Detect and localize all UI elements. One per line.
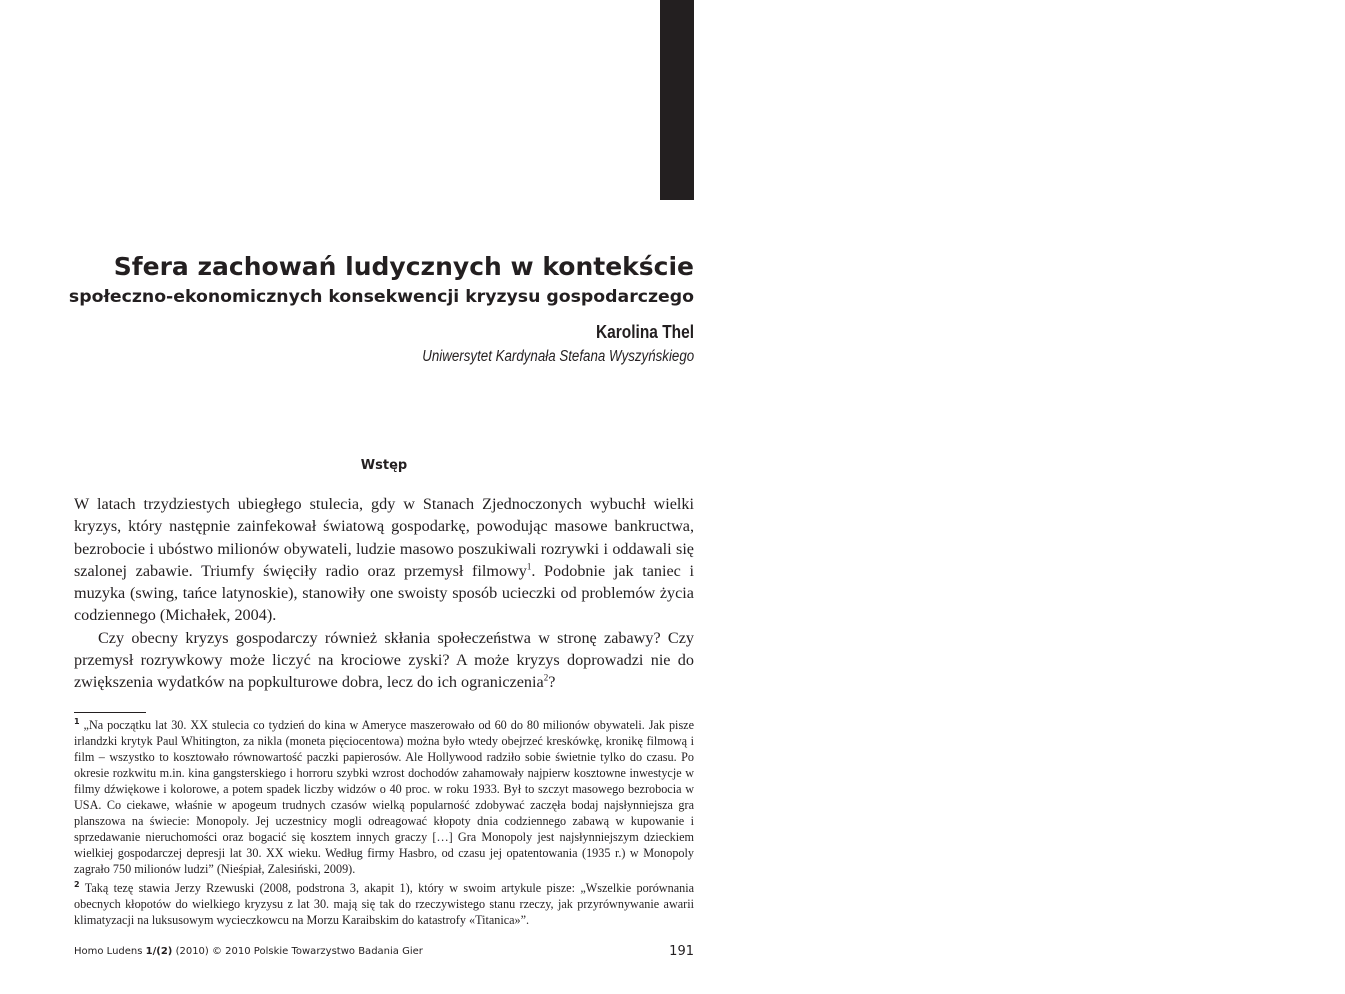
footer-copyright: (2010) © 2010 Polskie Towarzystwo Badania Gier: [175, 946, 423, 957]
author-name: Karolina Thel: [595, 322, 694, 342]
footnote: [74, 717, 694, 877]
footer-journal: Homo Ludens: [74, 946, 143, 957]
page-number: 191: [669, 944, 694, 959]
paragraph: Czy obecny kryzys gospodarczy również skłania społeczeństwa w stronę zabawy? Czy przemysł rozrywkowy może liczyć na krociowe zyski? A może kryzys doprowadzi nie do zwiększenia wydatków na popkulturowe dobra, lecz do ich ograniczenia$^2$?: [74, 628, 694, 692]
footer-issue: 1/(2): [145, 946, 173, 957]
article-subtitle: społeczno-ekonomicznych konsekwencji kryzysu gospodarczego: [68, 287, 694, 307]
footnote: [74, 880, 694, 928]
footnotes: [74, 717, 694, 931]
body-text: [74, 493, 694, 694]
footnote-divider: [74, 712, 146, 713]
footnote-number: 2: [74, 879, 80, 889]
footnote-text: „Na początku lat 30. XX stulecia co tydzień do kina w Ameryce maszerowało od 60 do 80 milionów obywateli. Jak pisze irlandzki krytyk Paul Whitington, za nikla (moneta pięciocentowa) można było wtedy obejrzeć kreskówkę, kronikę filmową i film – wszystko to kosztowało równowartość paczki papierosów. Ale Hollywood radziło sobie świetnie tylko do czasu. Po okresie rozkwitu m.in. kina gangsterskiego i horroru szybki wzrost dochodów zahamowały najpierw kosztowne inwestycje w filmy dźwiękowe i kolorowe, a potem spadek liczby widzów o 40 proc. w roku 1933. Był to szczyt masowego bezrobocia w USA. Co ciekawe, właśnie w apogeum trudnych czasów wielką popularność zdobywać zaczęła bodaj najsłynniejsza gra planszowa na świecie: Monopoly. Jej uczestnicy mogli odreagować kłopoty dnia codziennego zabawą w kupowanie i sprzedawanie nieruchomości oraz bogacić się kosztem innych graczy […] Gra Monopoly jest najsłynniejszym dzieckiem wielkiej gospodarczej depresji lat 30. XX wieku. Według firmy Hasbro, od czasu jej opatentowania (1935 r.) w Monopoly zagrało 750 milionów ludzi” (Nieśpiał, Zalesiński, 2009).: [74, 718, 694, 876]
journal-side-tab: [660, 0, 1345, 200]
paragraph: W latach trzydziestych ubiegłego stulecia, gdy w Stanach Zjednoczonych wybuchł wielki kryzys, który następnie zainfekował światową gospodarkę, powodując masowe bankructwa, bezrobocie i ubóstwo milionów obywateli, ludzie masowo poszukiwali rozrywki i oddawali się szalonej zabawie. Triumfy święciły radio oraz przemysł filmowy$^1$. Podobnie jak taniec i muzyka (swing, tańce latynoskie), stanowiły one swoisty sposób ucieczki od problemów życia codziennego (Michałek, 2004).: [74, 495, 694, 625]
author-affiliation: Uniwersytet Kardynała Stefana Wyszyńskiego: [422, 348, 694, 365]
footnote-number: 1: [74, 716, 80, 726]
footnote-text: Taką tezę stawia Jerzy Rzewuski (2008, podstrona 3, akapit 1), który w swoim artykule pisze: „Wszelkie porównania obecnych kłopotów do wielkiego kryzysu z lat 30. mają się tak do rzeczywistego stanu rzeczy, jak przyrównywanie awarii klimatyzacji na luksusowym wycieczkowcu na Morzu Karaibskim do katastrofy «Titanica»”.: [74, 881, 695, 927]
footnote-ref[interactable]: 1: [526, 561, 532, 572]
journal-side-label: Homo Ludens 1/(2) (2010): [1329, 14, 1345, 186]
page-footer: [74, 946, 423, 957]
section-heading: Wstęp: [360, 458, 408, 473]
footnote-ref[interactable]: 2: [543, 672, 549, 683]
article-title: Sfera zachowań ludycznych w kontekście: [113, 252, 694, 281]
